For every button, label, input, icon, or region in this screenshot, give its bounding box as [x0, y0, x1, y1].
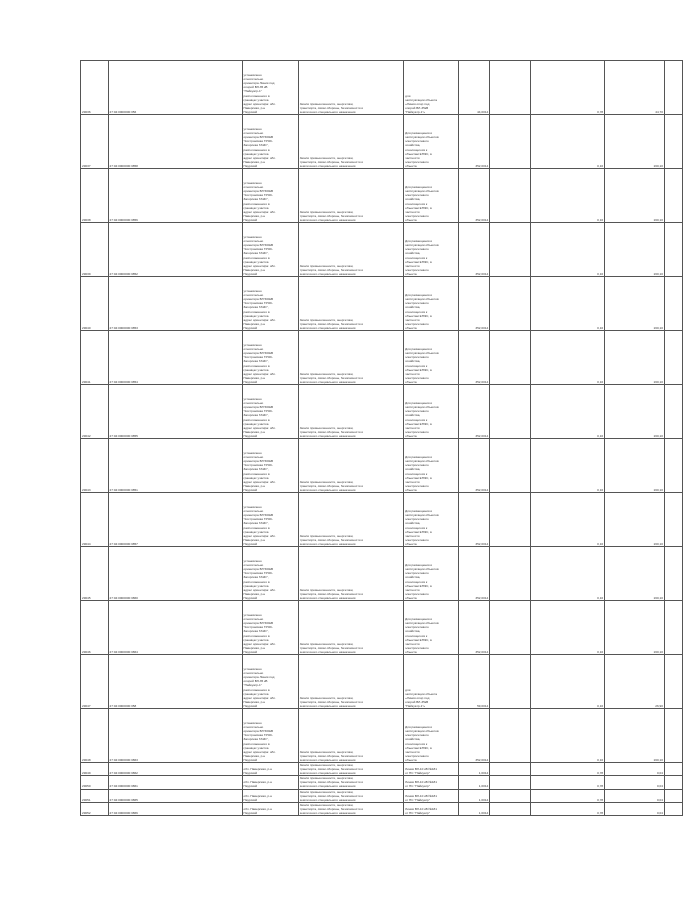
- location-cell: установлено относительно ориентира ВЛ 500кВ "Костромская ГРЭС- Загорская ГАЭС", расположенного в границах участка адрес ориентира: обл. Наверская, р-н Наурский: [242, 493, 298, 547]
- location-cell: установлено относительно ориентира ВЛ 500кВ "Костромская ГРЭС- Загорская ГАЭС", расположенного в границах участка адрес ориентира: обл. Наверская, р-н Наурский: [242, 115, 298, 169]
- table-row: [81, 439, 683, 493]
- cost-cell: 160,10: [605, 493, 665, 547]
- land-category-cell: Земли промышленности, энергетики, транспорта, связи обороны, безопасности и земли иного специального назначения: [298, 61, 403, 115]
- permitted-use-cell: Для размещения и эксплуатации объектов электросетевого хозяйства, относящегося к объектам ЕНЭС, в частности электросетевого объекта: [404, 493, 459, 547]
- cost-cell: 44,70: [605, 61, 665, 115]
- empty-cell: [664, 169, 682, 223]
- cost-cell: 160,10: [605, 439, 665, 493]
- empty-cell: [664, 439, 682, 493]
- empty-cell: [664, 601, 682, 655]
- land-category-cell: Земли промышленности, энергетики, транспорта, связи обороны, безопасности и земли иного специального назначения: [298, 709, 403, 763]
- share-cell: 0,16: [530, 655, 604, 709]
- empty-cell: [664, 547, 682, 601]
- empty-cell: [490, 789, 531, 802]
- cadastral-number-cell: 27:04:0000000:3863: [108, 709, 242, 763]
- area-cell: 352,0014: [459, 709, 490, 763]
- row-number-cell: 29042: [81, 385, 109, 439]
- land-category-cell: Земли промышленности, энергетики, транспорта, связи обороны, безопасности и земли иного специального назначения: [298, 277, 403, 331]
- row-number-cell: 29037: [81, 115, 109, 169]
- table-row: [81, 763, 683, 776]
- share-cell: 0,16: [530, 601, 604, 655]
- empty-cell: [490, 776, 531, 789]
- area-cell: 352,0014: [459, 277, 490, 331]
- location-cell: обл. Наверская, р-н Наурский: [242, 776, 298, 789]
- empty-cell: [490, 655, 531, 709]
- empty-cell: [664, 385, 682, 439]
- empty-cell: [664, 709, 682, 763]
- empty-cell: [490, 547, 531, 601]
- table-row: [81, 169, 683, 223]
- cost-cell: 0,04: [605, 789, 665, 802]
- empty-cell: [490, 763, 531, 776]
- location-cell: обл. Наверская, р-н Наурский: [242, 763, 298, 776]
- cadastral-number-cell: 27:04:0000000:3856: [108, 169, 242, 223]
- empty-cell: [664, 331, 682, 385]
- permitted-use-cell: Для размещения и эксплуатации объектов электросетевого хозяйства, относящегося к объектам ЕНЭС, в частности электросетевого объекта: [404, 601, 459, 655]
- cadastral-number-cell: 27:04:0000000:3862: [108, 763, 242, 776]
- empty-cell: [490, 115, 531, 169]
- share-cell: 0,16: [530, 331, 604, 385]
- cadastral-number-cell: 27:04:0000000:356: [108, 61, 242, 115]
- land-category-cell: Земли промышленности, энергетики, транспорта, связи обороны, безопасности и земли иного специального назначения: [298, 385, 403, 439]
- location-cell: обл. Наверская, р-н Наурский: [242, 789, 298, 802]
- cost-cell: 160,10: [605, 385, 665, 439]
- location-cell: установлено относительно ориентира Линия под опорой ВЛ-35 кВ "Найкуатр-1" расположенного в границах участка адрес ориентира: обл. Наверская, р-н Наурский: [242, 61, 298, 115]
- cost-cell: 160,10: [605, 115, 665, 169]
- cost-cell: 160,10: [605, 601, 665, 655]
- table-row: [81, 223, 683, 277]
- empty-cell: [490, 331, 531, 385]
- row-number-cell: 29050: [81, 776, 109, 789]
- row-number-cell: 29041: [81, 331, 109, 385]
- table-row: [81, 61, 683, 115]
- empty-cell: [490, 223, 531, 277]
- empty-cell: [490, 709, 531, 763]
- land-category-cell: Земли промышленности, энергетики, транспорта, связи обороны, безопасности и земли иного специального назначения: [298, 115, 403, 169]
- table-row: [81, 115, 683, 169]
- cadastral-number-cell: 27:04:0000000:3858: [108, 115, 242, 169]
- share-cell: 0,78: [530, 802, 604, 815]
- share-cell: 0,16: [530, 493, 604, 547]
- location-cell: установлено относительно ориентира ВЛ 500кВ "Костромская ГРЭС- Загорская ГАЭС", расположенного в границах участка адрес ориентира: обл. Наверская, р-н Наурский: [242, 601, 298, 655]
- area-cell: 352,0014: [459, 331, 490, 385]
- permitted-use-cell: Линия ВЛ-10 кВ №181 от ПС "Найкуатр": [404, 763, 459, 776]
- row-number-cell: 29049: [81, 763, 109, 776]
- location-cell: установлено относительно ориентира ВЛ 500кВ "Костромская ГРЭС- Загорская ГАЭС", расположенного в границах участка адрес ориентира: обл. Наверская, р-н Наурский: [242, 547, 298, 601]
- area-cell: 352,0014: [459, 439, 490, 493]
- cost-cell: 26,90: [605, 655, 665, 709]
- empty-cell: [664, 61, 682, 115]
- row-number-cell: 29043: [81, 439, 109, 493]
- row-number-cell: 29052: [81, 802, 109, 815]
- row-number-cell: 29048: [81, 709, 109, 763]
- land-category-cell: Земли промышленности, энергетики, транспорта, связи обороны, безопасности и земли иного специального назначения: [298, 331, 403, 385]
- row-number-cell: 29038: [81, 169, 109, 223]
- area-cell: 1,0014: [459, 789, 490, 802]
- empty-cell: [490, 277, 531, 331]
- permitted-use-cell: Для размещения и эксплуатации объектов электросетевого хозяйства, относящегося к объектам ЕНЭС, в частности электросетевого объекта: [404, 439, 459, 493]
- table-row: [81, 385, 683, 439]
- permitted-use-cell: Для размещения и эксплуатации объектов электросетевого хозяйства, относящегося к объектам ЕНЭС, в частности электросетевого объекта: [404, 331, 459, 385]
- share-cell: 0,16: [530, 385, 604, 439]
- land-category-cell: Земли промышленности, энергетики, транспорта, связи обороны, безопасности и земли иного специального назначения: [298, 763, 403, 776]
- area-cell: 59,0014: [459, 655, 490, 709]
- cadastral-number-cell: 27:04:0000000:3853: [108, 277, 242, 331]
- location-cell: обл. Наверская, р-н Наурский: [242, 802, 298, 815]
- permitted-use-cell: Для размещения и эксплуатации объектов электросетевого хозяйства, относящегося к объектам ЕНЭС, в частности электросетевого объекта: [404, 547, 459, 601]
- cost-cell: 0,04: [605, 776, 665, 789]
- area-cell: 352,0014: [459, 547, 490, 601]
- land-category-cell: Земли промышленности, энергетики, транспорта, связи обороны, безопасности и земли иного специального назначения: [298, 169, 403, 223]
- cost-cell: 0,04: [605, 763, 665, 776]
- cadastral-number-cell: 27:04:0000000:3864: [108, 601, 242, 655]
- empty-cell: [664, 776, 682, 789]
- empty-cell: [490, 385, 531, 439]
- empty-cell: [490, 601, 531, 655]
- location-cell: установлено относительно ориентира ВЛ 500кВ "Костромская ГРЭС- Загорская ГАЭС", расположенного в границах участка адрес ориентира: обл. Наверская, р-н Наурский: [242, 385, 298, 439]
- area-cell: 1,0014: [459, 763, 490, 776]
- share-cell: 0,78: [530, 776, 604, 789]
- row-number-cell: 29039: [81, 223, 109, 277]
- cadastral-number-cell: 27:04:0000000:3865: [108, 789, 242, 802]
- cadastral-number-cell: 27:04:0000000:3855: [108, 385, 242, 439]
- land-category-cell: Земли промышленности, энергетики, транспорта, связи обороны, безопасности и земли иного специального назначения: [298, 601, 403, 655]
- permitted-use-cell: Для размещения и эксплуатации объектов электросетевого хозяйства, относящегося к объектам ЕНЭС, в частности электросетевого объекта: [404, 115, 459, 169]
- table-row: [81, 493, 683, 547]
- area-cell: 1,0014: [459, 776, 490, 789]
- empty-cell: [664, 789, 682, 802]
- area-cell: 352,0014: [459, 169, 490, 223]
- empty-cell: [664, 493, 682, 547]
- cost-cell: 0,04: [605, 802, 665, 815]
- cadastral-number-cell: 27:04:0000000:3852: [108, 223, 242, 277]
- permitted-use-cell: Для размещения и эксплуатации объектов электросетевого хозяйства, относящегося к объектам ЕНЭС, в частности электросетевого объекта: [404, 169, 459, 223]
- land-category-cell: Земли промышленности, энергетики, транспорта, связи обороны, безопасности и земли иного специального назначения: [298, 439, 403, 493]
- empty-cell: [490, 493, 531, 547]
- empty-cell: [664, 277, 682, 331]
- land-category-cell: Земли промышленности, энергетики, транспорта, связи обороны, безопасности и земли иного специального назначения: [298, 776, 403, 789]
- location-cell: установлено относительно ориентира ВЛ 500кВ "Костромская ГРЭС- Загорская ГАЭС", расположенного в границах участка адрес ориентира: обл. Наверская, р-н Наурский: [242, 169, 298, 223]
- land-category-cell: Земли промышленности, энергетики, транспорта, связи обороны, безопасности и земли иного специального назначения: [298, 802, 403, 815]
- share-cell: 0,16: [530, 223, 604, 277]
- location-cell: установлено относительно ориентира ВЛ 500кВ "Костромская ГРЭС- Загорская ГАЭС", расположенного в границах участка адрес ориентира: обл. Наверская, р-н Наурский: [242, 223, 298, 277]
- table-row: [81, 331, 683, 385]
- table-row: [81, 776, 683, 789]
- cadastral-number-cell: 27:04:0000000:3866: [108, 802, 242, 815]
- table-body: [81, 61, 683, 816]
- row-number-cell: 29051: [81, 789, 109, 802]
- cadastral-number-cell: 27:04:0000000:3851: [108, 439, 242, 493]
- share-cell: 0,78: [530, 763, 604, 776]
- permitted-use-cell: Линия ВЛ-10 кВ №181 от ПС "Найкуатр": [404, 776, 459, 789]
- cadastral-number-cell: 27:04:0000000:3857: [108, 493, 242, 547]
- cost-cell: 160,10: [605, 223, 665, 277]
- permitted-use-cell: для эксплуатации объекта «Линия опор под опорой ВЛ-35кВ "Найкуатр-1"»: [404, 655, 459, 709]
- empty-cell: [664, 223, 682, 277]
- area-cell: 44,0014: [459, 61, 490, 115]
- location-cell: установлено относительно ориентира ВЛ 500кВ "Костромская ГРЭС- Загорская ГАЭС", расположенного в границах участка адрес ориентира: обл. Наверская, р-н Наурский: [242, 277, 298, 331]
- empty-cell: [490, 61, 531, 115]
- share-cell: 0,16: [530, 547, 604, 601]
- empty-cell: [664, 763, 682, 776]
- share-cell: 0,78: [530, 789, 604, 802]
- row-number-cell: 29046: [81, 601, 109, 655]
- table-row: [81, 802, 683, 815]
- cadastral-number-cell: 27:04:0000000:358: [108, 655, 242, 709]
- permitted-use-cell: Для размещения и эксплуатации объектов электросетевого хозяйства, относящегося к объектам ЕНЭС, в частности электросетевого объекта: [404, 709, 459, 763]
- cost-cell: 160,10: [605, 277, 665, 331]
- empty-cell: [490, 802, 531, 815]
- land-plot-table: [80, 60, 683, 816]
- permitted-use-cell: Для размещения и эксплуатации объектов электросетевого хозяйства, относящегося к объектам ЕНЭС, в частности электросетевого объекта: [404, 385, 459, 439]
- row-number-cell: 29047: [81, 655, 109, 709]
- table-row: [81, 601, 683, 655]
- share-cell: 0,16: [530, 169, 604, 223]
- cost-cell: 160,10: [605, 547, 665, 601]
- permitted-use-cell: Для размещения и эксплуатации объектов электросетевого хозяйства, относящегося к объектам ЕНЭС, в частности электросетевого объекта: [404, 223, 459, 277]
- row-number-cell: 29044: [81, 493, 109, 547]
- permitted-use-cell: Линия ВЛ-10 кВ №181 от ПС "Найкуатр": [404, 789, 459, 802]
- cost-cell: 160,10: [605, 709, 665, 763]
- table-row: [81, 789, 683, 802]
- row-number-cell: 29045: [81, 547, 109, 601]
- empty-cell: [490, 439, 531, 493]
- permitted-use-cell: для эксплуатации объекта «Линия опор под опорой ВЛ-35кВ "Найкуатр-1"»: [404, 61, 459, 115]
- row-number-cell: 29036: [81, 61, 109, 115]
- land-category-cell: Земли промышленности, энергетики, транспорта, связи обороны, безопасности и земли иного специального назначения: [298, 547, 403, 601]
- share-cell: 0,16: [530, 115, 604, 169]
- location-cell: установлено относительно ориентира ВЛ 500кВ "Костромская ГРЭС- Загорская ГАЭС", расположенного в границах участка адрес ориентира: обл. Наверская, р-н Наурский: [242, 331, 298, 385]
- area-cell: 352,0014: [459, 385, 490, 439]
- cadastral-number-cell: 27:04:0000000:3860: [108, 547, 242, 601]
- cost-cell: 160,10: [605, 331, 665, 385]
- cadastral-number-cell: 27:04:0000000:3861: [108, 776, 242, 789]
- area-cell: 352,0014: [459, 115, 490, 169]
- table-row: [81, 709, 683, 763]
- empty-cell: [664, 655, 682, 709]
- empty-cell: [490, 169, 531, 223]
- table-row: [81, 547, 683, 601]
- table-row: [81, 277, 683, 331]
- location-cell: установлено относительно ориентира ВЛ 500кВ "Костромская ГРЭС- Загорская ГАЭС", расположенного в границах участка адрес ориентира: обл. Наверская, р-н Наурский: [242, 709, 298, 763]
- area-cell: 1,0014: [459, 802, 490, 815]
- share-cell: 0,16: [530, 277, 604, 331]
- location-cell: установлено относительно ориентира ВЛ 500кВ "Костромская ГРЭС- Загорская ГАЭС", расположенного в границах участка адрес ориентира: обл. Наверская, р-н Наурский: [242, 439, 298, 493]
- area-cell: 352,0014: [459, 223, 490, 277]
- share-cell: 0,16: [530, 709, 604, 763]
- area-cell: 352,0014: [459, 493, 490, 547]
- location-cell: установлено относительно ориентира Линия под опорой ВЛ-35 кВ "Найкуатр-1" расположенного в границах участка адрес ориентира: обл. Наверская, р-н Наурский: [242, 655, 298, 709]
- cost-cell: 160,10: [605, 169, 665, 223]
- permitted-use-cell: Линия ВЛ-10 кВ №181 от ПС "Найкуатр": [404, 802, 459, 815]
- table-row: [81, 655, 683, 709]
- empty-cell: [664, 802, 682, 815]
- share-cell: 0,78: [530, 61, 604, 115]
- share-cell: 0,16: [530, 439, 604, 493]
- area-cell: 352,0014: [459, 601, 490, 655]
- land-category-cell: Земли промышленности, энергетики, транспорта, связи обороны, безопасности и земли иного специального назначения: [298, 223, 403, 277]
- cadastral-number-cell: 27:04:0000000:3854: [108, 331, 242, 385]
- permitted-use-cell: Для размещения и эксплуатации объектов электросетевого хозяйства, относящегося к объектам ЕНЭС, в частности электросетевого объекта: [404, 277, 459, 331]
- spreadsheet-page: [80, 60, 683, 816]
- land-category-cell: Земли промышленности, энергетики, транспорта, связи обороны, безопасности и земли иного специального назначения: [298, 789, 403, 802]
- row-number-cell: 29040: [81, 277, 109, 331]
- land-category-cell: Земли промышленности, энергетики, транспорта, связи обороны, безопасности и земли иного специального назначения: [298, 493, 403, 547]
- empty-cell: [664, 115, 682, 169]
- land-category-cell: Земли промышленности, энергетики, транспорта, связи обороны, безопасности и земли иного специального назначения: [298, 655, 403, 709]
